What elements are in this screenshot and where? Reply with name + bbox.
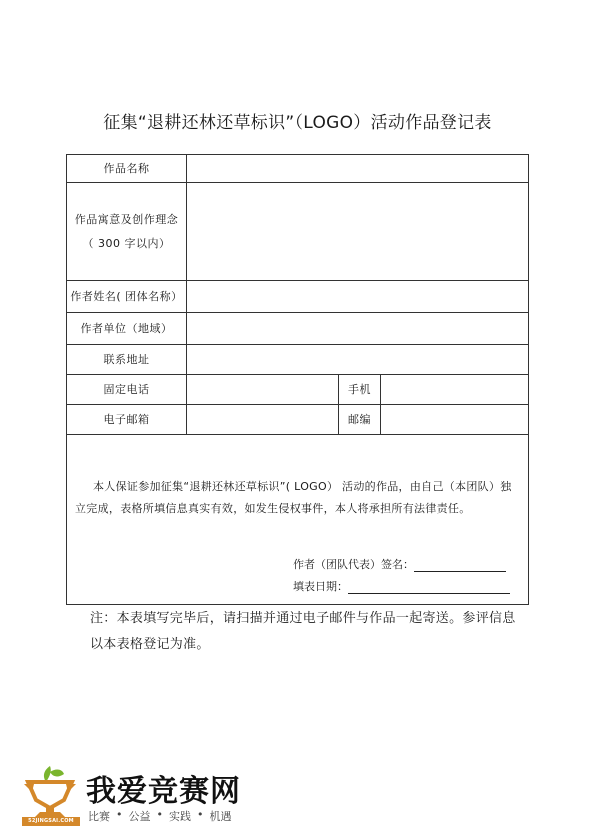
date-line — [293, 572, 528, 594]
mobile-field[interactable] — [381, 375, 529, 405]
row-declaration — [67, 435, 529, 605]
row-email — [67, 405, 529, 435]
row-work-name — [67, 155, 529, 183]
registration-table — [66, 154, 529, 605]
work-name-field[interactable] — [187, 155, 529, 183]
row-unit — [67, 313, 529, 345]
submission-note: 注：本表填写完毕后，请扫描并通过电子邮件与作品一起寄送。参评信息以本表格登记为准。 — [90, 611, 516, 652]
signature-input[interactable] — [414, 559, 506, 572]
declaration-text: 本人保证参加征集“退耕还林还草标识”( LOGO） 活动的作品，由自己（本团队）独立完成，表格所填信息真实有效，如发生侵权事件，本人将承担所有法律责任。 — [75, 480, 512, 515]
address-label: 联系地址 — [67, 345, 187, 375]
email-label: 电子邮箱 — [67, 405, 187, 435]
site-url-badge: 52JINGSAI.COM — [22, 817, 80, 826]
row-phone — [67, 375, 529, 405]
site-logo[interactable] — [20, 760, 260, 830]
signature-label: 作者（团队代表）签名： — [293, 558, 414, 571]
trophy-icon — [20, 762, 80, 824]
row-address — [67, 345, 529, 375]
address-field[interactable] — [187, 345, 529, 375]
brand-name: 我爱竞赛网 — [86, 774, 241, 809]
signature-block — [293, 550, 528, 594]
concept-field[interactable] — [187, 183, 529, 281]
date-label: 填表日期： — [293, 580, 348, 593]
phone-field[interactable] — [187, 375, 339, 405]
concept-label — [67, 183, 187, 281]
mobile-label: 手机 — [339, 375, 381, 405]
slogan-item: 公益 — [128, 810, 151, 823]
slogan-separator: • — [156, 808, 163, 821]
date-input[interactable] — [348, 581, 510, 594]
work-name-label: 作品名称 — [67, 155, 187, 183]
author-label: 作者姓名( 团体名称） — [67, 281, 187, 313]
postcode-field[interactable] — [381, 405, 529, 435]
form-title: 征集“退耕还林还草标识”（LOGO）活动作品登记表 — [103, 113, 492, 133]
row-concept — [67, 183, 529, 281]
author-field[interactable] — [187, 281, 529, 313]
unit-label: 作者单位（地域） — [67, 313, 187, 345]
postcode-label: 邮编 — [339, 405, 381, 435]
signature-line — [293, 550, 528, 572]
concept-label-line1: 作品寓意及创作理念 — [74, 212, 179, 226]
slogan-item: 机遇 — [209, 810, 232, 823]
email-field[interactable] — [187, 405, 339, 435]
brand-slogan — [88, 808, 232, 824]
row-author — [67, 281, 529, 313]
slogan-separator: • — [197, 808, 204, 821]
slogan-item: 实践 — [169, 810, 191, 823]
slogan-separator: • — [116, 808, 123, 821]
concept-label-line2: （ 300 字以内） — [82, 236, 171, 250]
slogan-item: 比赛 — [88, 810, 110, 823]
declaration-cell — [67, 435, 529, 605]
phone-label: 固定电话 — [67, 375, 187, 405]
unit-field[interactable] — [187, 313, 529, 345]
